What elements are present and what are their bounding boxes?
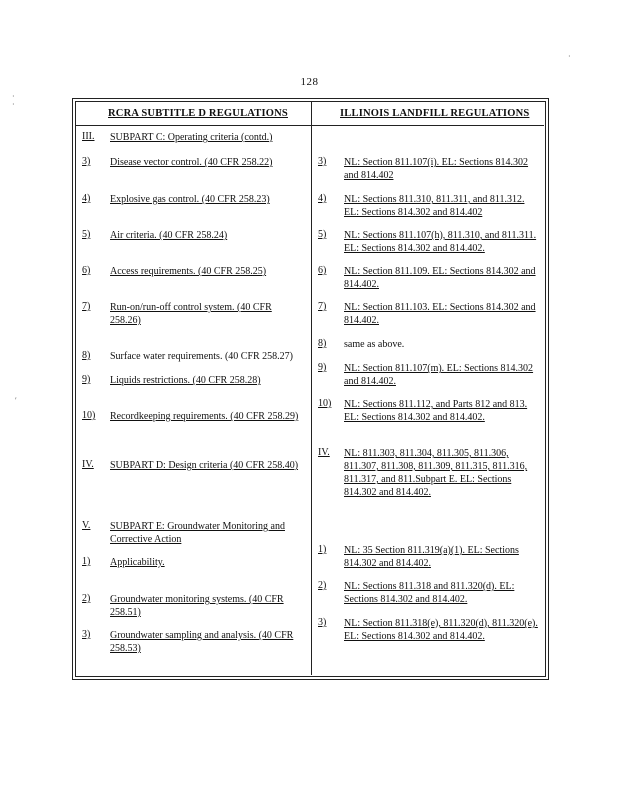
left-row-num: 5): [82, 229, 91, 240]
right-row-text: NL: Sections 811.310, 811.311, and 811.312. EL: Sections 814.302 and 814.402: [344, 194, 525, 218]
left-row-text: Liquids restrictions. (40 CFR 258.28): [110, 375, 261, 386]
right-row-text: NL: Sections 811.318 and 811.320(d). EL: Sections 814.302 and 814.402.: [344, 581, 515, 605]
left-row-num: IV.: [82, 459, 94, 470]
left-row-text: Run-on/run-off control system. (40 CFR 258.26): [110, 302, 272, 326]
left-row-text: Disease vector control. (40 CFR 258.22): [110, 157, 273, 168]
right-row-text: NL: Section 811.109. EL: Sections 814.302 and 814.402.: [344, 266, 536, 290]
right-row-text: NL: Sections 811.107(h), 811.310, and 811.311. EL: Sections 814.302 and 814.402.: [344, 230, 537, 254]
right-row-num: 8): [318, 338, 327, 349]
left-row-text: Air criteria. (40 CFR 258.24): [110, 230, 228, 241]
right-row-text: NL: Section 811.318(e), 811.320(d), 811.320(e). EL: Sections 814.302 and 814.402.: [344, 618, 538, 642]
left-row-num: 6): [82, 265, 91, 276]
left-row-num: 7): [82, 301, 91, 312]
right-row-num: 2): [318, 580, 327, 591]
left-row-text: Surface water requirements. (40 CFR 258.27): [110, 351, 294, 362]
header-divider: [75, 125, 544, 126]
left-row-text: SUBPART E: Groundwater Monitoring and Corrective Action: [110, 521, 285, 545]
left-row-num: 3): [82, 156, 91, 167]
left-row-num: V.: [82, 520, 91, 531]
left-row-num: 4): [82, 193, 91, 204]
left-row-text: Applicability.: [110, 557, 165, 568]
right-row-text: NL: Section 811.107(m). EL: Sections 814.302 and 814.402.: [344, 363, 534, 387]
right-row-text: NL: 35 Section 811.319(a)(1). EL: Sections 814.302 and 814.402.: [344, 545, 519, 569]
scan-speck: ·: [12, 100, 15, 109]
left-row-text: Explosive gas control. (40 CFR 258.23): [110, 194, 270, 205]
right-row-text: same as above.: [344, 339, 405, 350]
scan-speck: ′: [15, 396, 17, 405]
scan-speck: ·: [12, 92, 15, 101]
left-row-num: 8): [82, 350, 91, 361]
left-row-num: 1): [82, 556, 91, 567]
left-row-num: 2): [82, 593, 91, 604]
scan-speck: ·: [568, 52, 571, 61]
left-row-text: SUBPART C: Operating criteria (contd.): [110, 132, 273, 143]
right-row-num: 3): [318, 156, 327, 167]
left-row-num: 10): [82, 410, 96, 421]
page-number: 128: [300, 76, 319, 88]
right-row-num: 9): [318, 362, 327, 373]
right-row-num: 1): [318, 544, 327, 555]
left-row-text: Groundwater monitoring systems. (40 CFR 258.51): [110, 594, 284, 618]
right-row-num: 10): [318, 398, 332, 409]
left-column-header: RCRA SUBTITLE D REGULATIONS: [108, 108, 288, 119]
right-column-header: ILLINOIS LANDFILL REGULATIONS: [340, 108, 530, 119]
left-row-text: Recordkeeping requirements. (40 CFR 258.29): [110, 411, 299, 422]
left-row-num: III.: [82, 131, 95, 142]
left-row-num: 9): [82, 374, 91, 385]
right-row-num: 3): [318, 617, 327, 628]
left-row-num: 3): [82, 629, 91, 640]
right-row-text: NL: 811.303, 811.304, 811.305, 811.306, 811.307, 811.308, 811.309, 811.315, 811.316, 811.317, and 811.Subpart E. EL: Sections 814.302 and 814.402.: [344, 448, 528, 498]
right-row-num: 5): [318, 229, 327, 240]
right-row-num: 7): [318, 301, 327, 312]
column-divider: [311, 101, 312, 675]
right-row-text: NL: Sections 811.112, and Parts 812 and 813. EL: Sections 814.302 and 814.402.: [344, 399, 528, 423]
left-row-text: Access requirements. (40 CFR 258.25): [110, 266, 267, 277]
left-row-text: Groundwater sampling and analysis. (40 CFR 258.53): [110, 630, 294, 654]
right-row-num: 6): [318, 265, 327, 276]
right-row-num: 4): [318, 193, 327, 204]
right-row-text: NL: Section 811.103. EL: Sections 814.302 and 814.402.: [344, 302, 536, 326]
right-row-num: IV.: [318, 447, 330, 458]
left-row-text: SUBPART D: Design criteria (40 CFR 258.40): [110, 460, 299, 471]
right-row-text: NL: Section 811.107(i). EL: Sections 814.302 and 814.402: [344, 157, 529, 181]
